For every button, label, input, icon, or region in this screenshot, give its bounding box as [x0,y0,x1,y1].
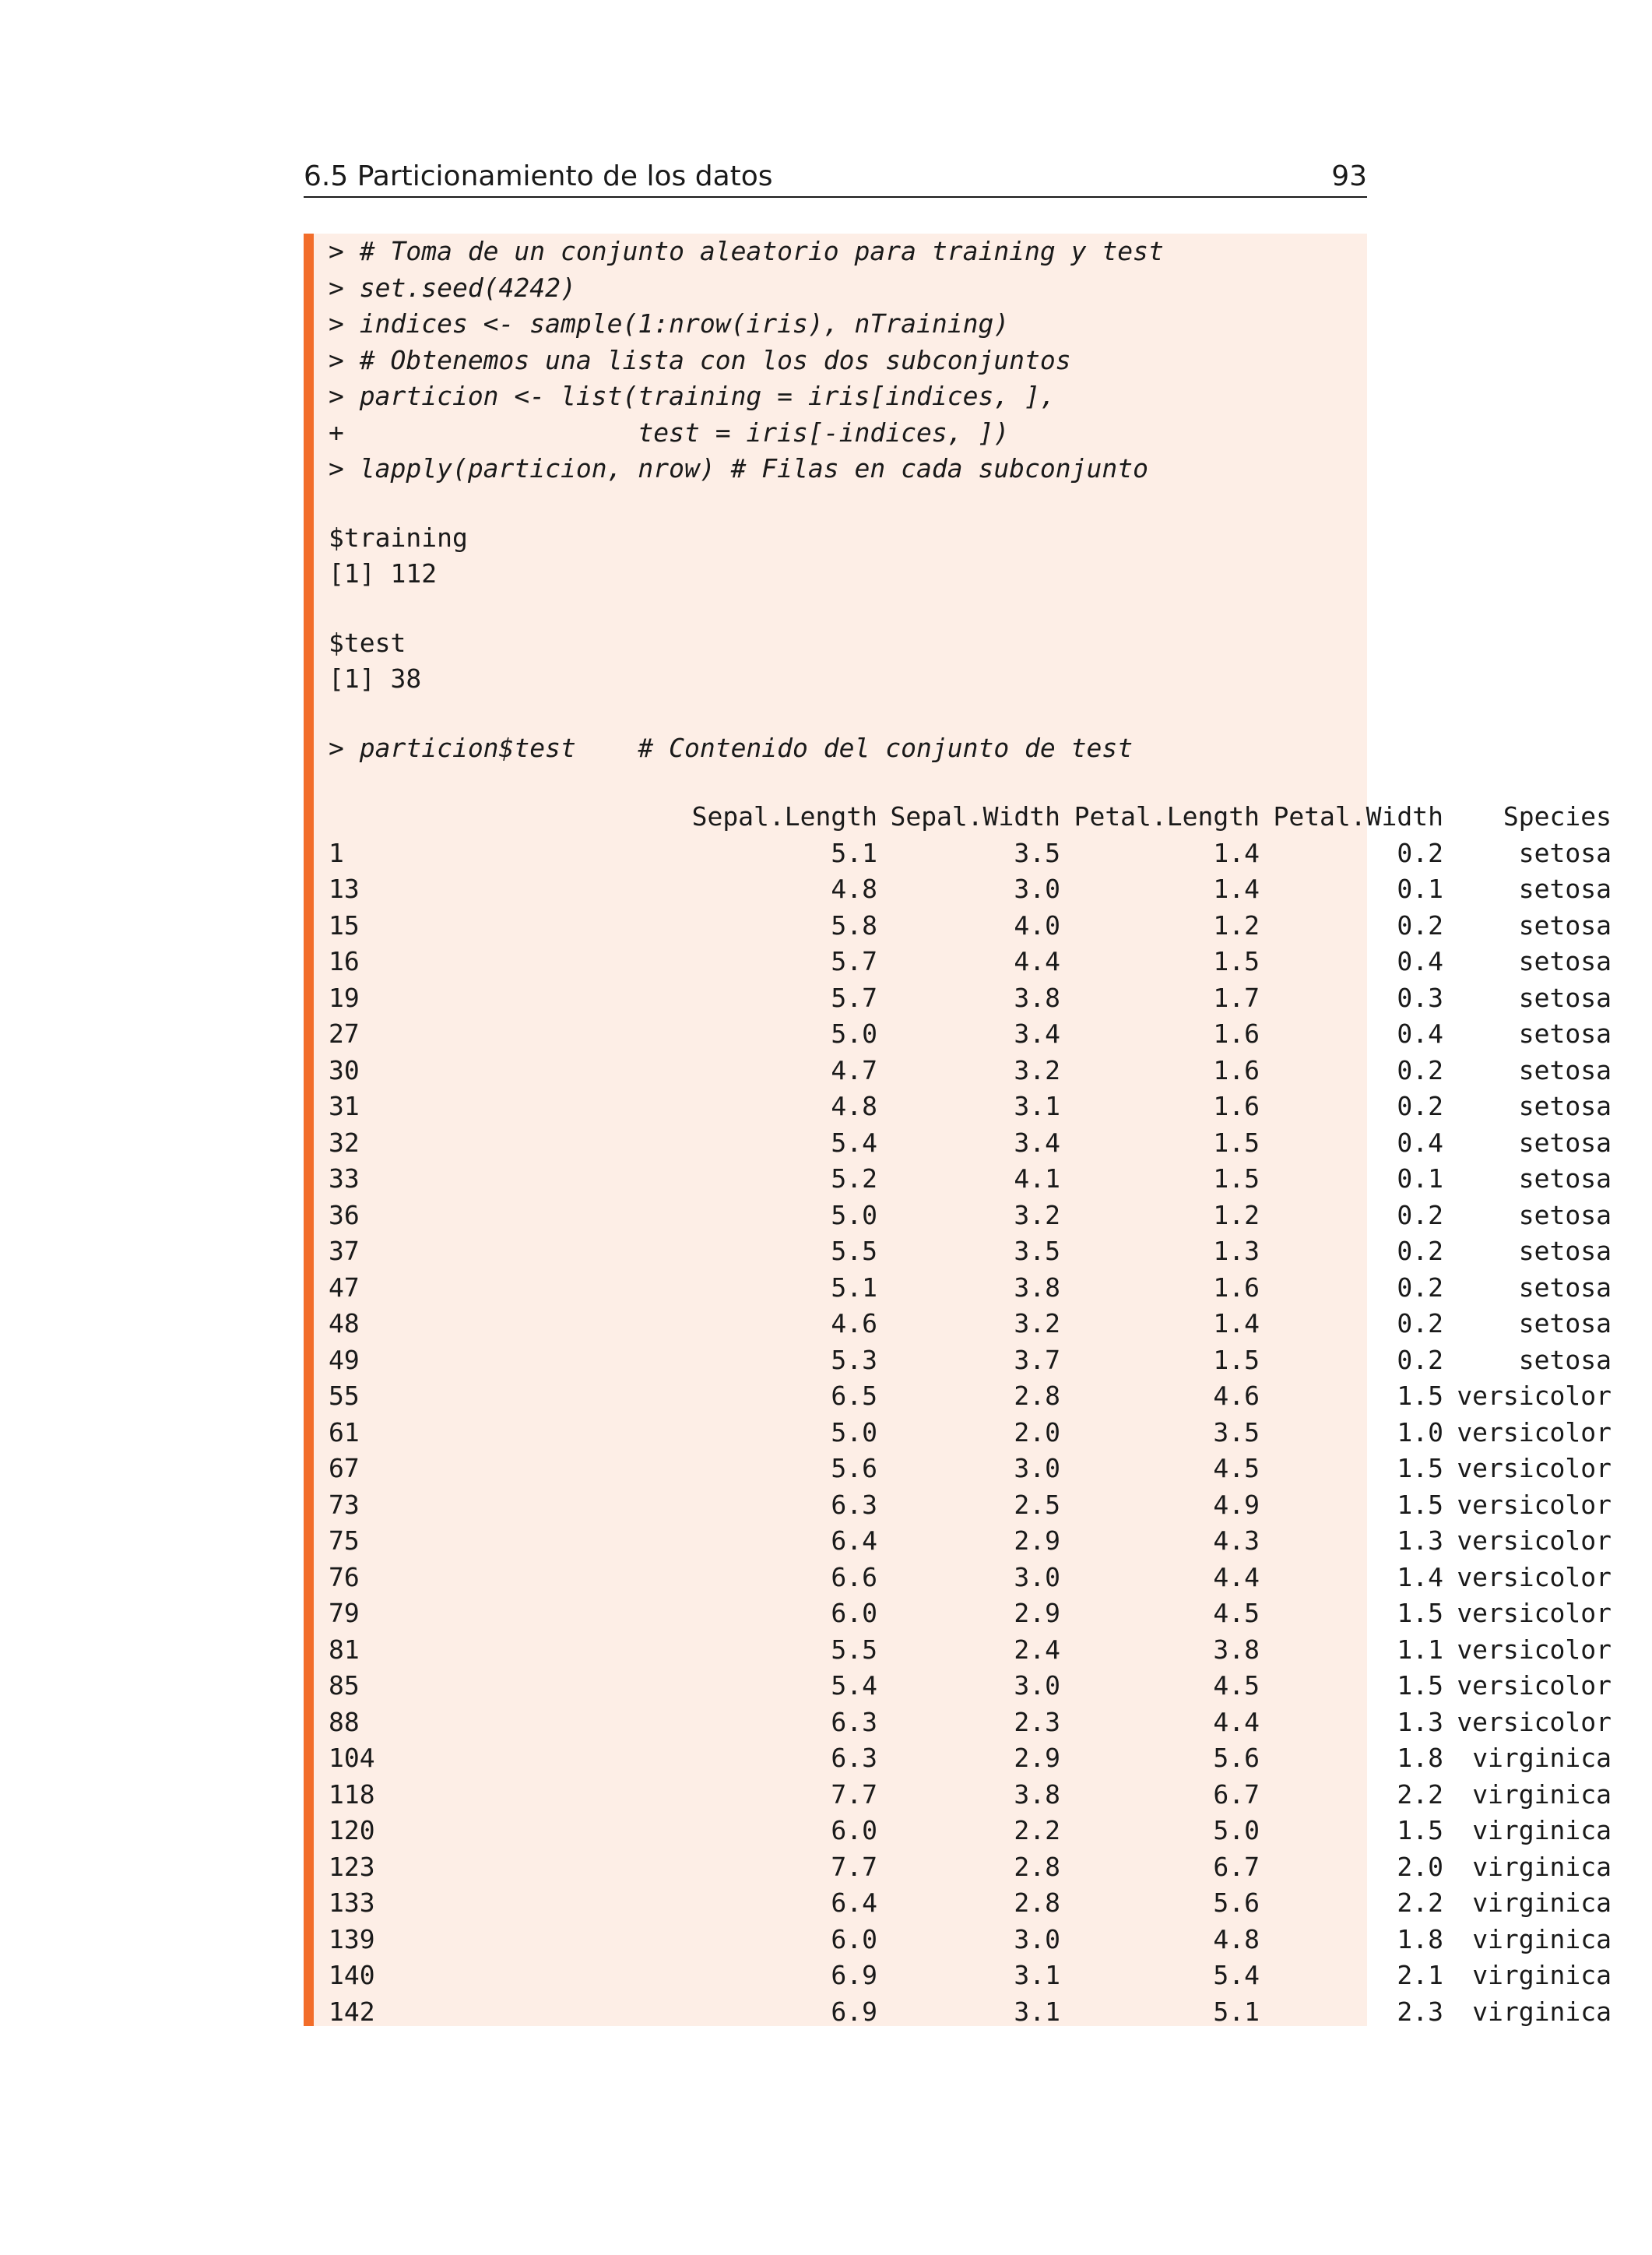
cell-species: setosa [1518,909,1612,941]
page-number: 93 [1331,160,1367,192]
cell-species: setosa [1518,1199,1612,1230]
table-row [329,1415,1652,1451]
cell-species: versicolor [1457,1525,1612,1556]
cell-sepal-length: 5.3 [831,1344,877,1375]
cell-sepal-width: 2.3 [1014,1706,1060,1737]
table-row [329,1560,1652,1596]
column-header-petal-width: Petal.Width [1273,801,1443,832]
cell-sepal-length: 6.6 [831,1561,877,1592]
cell-sepal-length: 6.9 [831,1996,877,2027]
cell-petal-length: 1.6 [1213,1272,1260,1303]
code-text: # Toma de un conjunto aleatorio para training y test [343,236,1164,266]
cell-petal-width: 1.5 [1397,1381,1443,1411]
blank-line [329,487,1652,520]
cell-sepal-width: 3.8 [1014,1272,1060,1303]
cell-row-index: 47 [329,1272,360,1303]
cell-sepal-length: 6.0 [831,1923,877,1954]
cell-sepal-length: 5.5 [831,1236,877,1266]
cell-petal-width: 0.2 [1397,1272,1443,1303]
code-text: lapply(particion, nrow) # Filas en cada subconjunto [343,453,1148,484]
cell-petal-width: 0.1 [1397,1163,1443,1194]
accent-bar [304,234,314,2026]
prompt: > [329,732,344,763]
cell-row-index: 49 [329,1344,360,1375]
cell-petal-length: 4.5 [1213,1598,1260,1628]
cell-sepal-length: 7.7 [831,1851,877,1882]
cell-sepal-width: 3.0 [1014,1561,1060,1592]
code-line [329,415,1652,452]
cell-row-index: 15 [329,909,360,941]
cell-sepal-length: 4.6 [831,1308,877,1339]
table-row [329,1306,1652,1342]
cell-petal-length: 1.5 [1213,1344,1260,1375]
cell-species: versicolor [1457,1489,1612,1520]
code-text: particion$test # Contenido del conjunto de test [343,732,1134,763]
table-row [329,1270,1652,1307]
cell-petal-length: 5.6 [1213,1887,1260,1918]
cell-species: setosa [1518,982,1612,1013]
cell-petal-width: 0.2 [1397,1091,1443,1121]
cell-species: versicolor [1457,1416,1612,1448]
cell-species: setosa [1518,1308,1612,1339]
cell-petal-length: 4.3 [1213,1525,1260,1556]
column-header-sepal-length: Sepal.Length [691,801,877,832]
cell-sepal-length: 5.2 [831,1163,877,1194]
blank-line [329,698,1652,730]
cell-species: setosa [1518,1091,1612,1121]
code-line [329,730,1652,767]
cell-species: setosa [1518,1127,1612,1158]
cell-petal-length: 1.4 [1213,874,1260,904]
cell-petal-width: 0.4 [1397,946,1443,976]
cell-petal-length: 1.3 [1213,1236,1260,1266]
cell-row-index: 123 [329,1851,375,1882]
column-header-sepal-width: Sepal.Width [890,801,1060,832]
cell-row-index: 139 [329,1923,375,1954]
output-line: [1] 112 [329,558,438,589]
cell-petal-length: 6.7 [1213,1851,1260,1882]
cell-sepal-width: 2.8 [1014,1887,1060,1918]
prompt: > [329,236,344,266]
cell-petal-width: 1.3 [1397,1525,1443,1556]
cell-species: setosa [1518,1018,1612,1049]
cell-sepal-width: 3.0 [1014,874,1060,904]
cell-species: setosa [1518,1236,1612,1266]
cell-sepal-length: 4.7 [831,1054,877,1085]
cell-petal-width: 2.2 [1397,1887,1443,1918]
cell-petal-width: 1.5 [1397,1815,1443,1845]
cell-sepal-width: 3.0 [1014,1670,1060,1701]
cell-species: setosa [1518,1163,1612,1194]
cell-sepal-length: 5.8 [831,909,877,941]
cell-petal-width: 1.5 [1397,1670,1443,1701]
code-listing [304,234,1612,2027]
table-row [329,1233,1652,1270]
table-row [329,1451,1652,1487]
cell-petal-length: 4.4 [1213,1561,1260,1592]
cell-sepal-width: 3.4 [1014,1018,1060,1049]
table-header [329,799,1652,836]
cell-row-index: 48 [329,1308,360,1339]
cell-petal-length: 4.5 [1213,1453,1260,1483]
cell-sepal-width: 2.9 [1014,1598,1060,1628]
cell-species: versicolor [1457,1670,1612,1701]
cell-row-index: 19 [329,982,360,1013]
cell-sepal-length: 5.0 [831,1018,877,1049]
cell-species: setosa [1518,1054,1612,1085]
cell-species: virginica [1472,1887,1612,1918]
cell-species: versicolor [1457,1706,1612,1737]
prompt: + [329,417,344,448]
table-row [329,908,1652,945]
cell-petal-width: 0.3 [1397,982,1443,1013]
cell-sepal-length: 5.1 [831,837,877,868]
table-row [329,980,1652,1017]
table-row [329,1885,1652,1922]
cell-petal-width: 1.4 [1397,1561,1443,1592]
cell-row-index: 88 [329,1706,360,1737]
cell-species: versicolor [1457,1634,1612,1665]
cell-species: setosa [1518,837,1612,868]
cell-petal-width: 2.1 [1397,1960,1443,1990]
cell-petal-length: 1.2 [1213,909,1260,941]
cell-row-index: 32 [329,1127,360,1158]
prompt: > [329,344,344,375]
cell-row-index: 33 [329,1163,360,1194]
cell-sepal-length: 6.3 [831,1743,877,1773]
cell-sepal-width: 2.2 [1014,1815,1060,1845]
cell-sepal-length: 5.5 [831,1634,877,1665]
cell-species: setosa [1518,946,1612,976]
cell-sepal-length: 5.0 [831,1199,877,1230]
cell-petal-length: 1.4 [1213,1308,1260,1339]
cell-petal-length: 1.6 [1213,1091,1260,1121]
cell-petal-length: 5.0 [1213,1815,1260,1845]
cell-petal-width: 0.2 [1397,1344,1443,1375]
cell-petal-length: 6.7 [1213,1778,1260,1810]
cell-sepal-width: 3.1 [1014,1960,1060,1990]
cell-sepal-length: 6.4 [831,1887,877,1918]
cell-petal-width: 0.2 [1397,1236,1443,1266]
cell-row-index: 13 [329,874,360,904]
output-line: $test [329,627,406,658]
prompt: > [329,308,344,339]
cell-sepal-length: 6.9 [831,1960,877,1990]
cell-petal-width: 1.3 [1397,1706,1443,1737]
cell-petal-width: 2.0 [1397,1851,1443,1882]
cell-species: setosa [1518,874,1612,904]
table-row [329,1487,1652,1524]
table-row [329,1523,1652,1560]
cell-sepal-width: 3.2 [1014,1054,1060,1085]
cell-petal-width: 0.2 [1397,837,1443,868]
cell-sepal-length: 4.8 [831,874,877,904]
cell-petal-width: 0.2 [1397,1054,1443,1085]
cell-row-index: 120 [329,1815,375,1845]
column-header-species: Species [1503,801,1612,832]
cell-petal-width: 1.5 [1397,1489,1443,1520]
cell-petal-width: 0.2 [1397,1308,1443,1339]
cell-sepal-length: 6.3 [831,1706,877,1737]
cell-row-index: 142 [329,1996,375,2027]
code-text: # Obtenemos una lista con los dos subconjuntos [343,344,1071,375]
cell-row-index: 81 [329,1634,360,1665]
output-line: [1] 38 [329,663,422,694]
table-row [329,1704,1652,1741]
blank-line [329,593,1652,625]
cell-petal-length: 5.1 [1213,1996,1260,2027]
cell-row-index: 133 [329,1887,375,1918]
cell-sepal-width: 3.4 [1014,1127,1060,1158]
table-row [329,1125,1652,1162]
cell-sepal-length: 5.6 [831,1453,877,1483]
cell-species: versicolor [1457,1598,1612,1628]
code-text: indices <- sample(1:nrow(iris), nTraining) [343,308,1010,339]
code-line [329,306,1652,343]
cell-species: setosa [1518,1344,1612,1375]
cell-row-index: 27 [329,1018,360,1049]
cell-petal-width: 1.8 [1397,1923,1443,1954]
running-header [304,156,1367,198]
cell-row-index: 104 [329,1743,375,1773]
table-row [329,836,1652,872]
table-row [329,1922,1652,1958]
cell-species: versicolor [1457,1453,1612,1483]
code-line [329,234,1652,270]
cell-sepal-length: 6.0 [831,1815,877,1845]
cell-sepal-length: 6.3 [831,1489,877,1520]
table-row [329,1813,1652,1849]
cell-row-index: 30 [329,1054,360,1085]
cell-sepal-width: 3.8 [1014,1778,1060,1810]
cell-petal-length: 1.5 [1213,1127,1260,1158]
cell-sepal-width: 3.0 [1014,1923,1060,1954]
cell-sepal-length: 6.4 [831,1525,877,1556]
output-line: $training [329,522,468,553]
cell-petal-width: 0.2 [1397,909,1443,941]
code-line [329,270,1652,307]
cell-petal-width: 0.2 [1397,1199,1443,1230]
cell-row-index: 79 [329,1598,360,1628]
cell-sepal-length: 6.5 [831,1381,877,1411]
cell-petal-length: 4.8 [1213,1923,1260,1954]
table-body [329,836,1652,2031]
cell-species: versicolor [1457,1561,1612,1592]
table-row [329,871,1652,908]
table-row [329,1198,1652,1234]
table-row [329,1378,1652,1415]
cell-species: virginica [1472,1960,1612,1990]
table-row [329,1740,1652,1777]
cell-row-index: 118 [329,1778,375,1810]
cell-sepal-length: 5.1 [831,1272,877,1303]
cell-petal-length: 4.5 [1213,1670,1260,1701]
cell-sepal-width: 3.1 [1014,1091,1060,1121]
cell-petal-length: 3.8 [1213,1634,1260,1665]
cell-sepal-width: 4.0 [1014,909,1060,941]
cell-petal-length: 5.6 [1213,1743,1260,1773]
cell-petal-width: 1.5 [1397,1453,1443,1483]
cell-species: virginica [1472,1851,1612,1882]
cell-sepal-length: 5.7 [831,946,877,976]
cell-species: virginica [1472,1743,1612,1773]
cell-row-index: 85 [329,1670,360,1701]
cell-sepal-width: 3.5 [1014,837,1060,868]
table-row [329,1089,1652,1125]
cell-petal-length: 1.4 [1213,837,1260,868]
cell-sepal-length: 6.0 [831,1598,877,1628]
cell-petal-length: 1.6 [1213,1054,1260,1085]
table-row [329,1016,1652,1053]
cell-sepal-length: 5.0 [831,1416,877,1448]
cell-petal-length: 4.6 [1213,1381,1260,1411]
prompt: > [329,381,344,411]
code-line [329,451,1652,487]
cell-petal-length: 1.5 [1213,946,1260,976]
cell-row-index: 75 [329,1525,360,1556]
cell-petal-length: 1.5 [1213,1163,1260,1194]
cell-petal-length: 4.4 [1213,1706,1260,1737]
cell-sepal-width: 2.4 [1014,1634,1060,1665]
cell-sepal-width: 3.2 [1014,1199,1060,1230]
cell-petal-width: 1.1 [1397,1634,1443,1665]
prompt: > [329,272,344,303]
cell-petal-length: 1.7 [1213,982,1260,1013]
cell-species: setosa [1518,1272,1612,1303]
cell-petal-length: 5.4 [1213,1960,1260,1990]
cell-sepal-width: 2.8 [1014,1381,1060,1411]
table-row [329,1632,1652,1669]
cell-sepal-width: 2.5 [1014,1489,1060,1520]
code-text: particion <- list(training = iris[indices, ], [343,381,1056,411]
table-row [329,1595,1652,1632]
cell-petal-length: 1.6 [1213,1018,1260,1049]
cell-petal-width: 2.2 [1397,1778,1443,1810]
cell-petal-length: 1.2 [1213,1199,1260,1230]
table-row [329,1668,1652,1704]
cell-petal-width: 1.0 [1397,1416,1443,1448]
column-header-petal-length: Petal.Length [1074,801,1260,832]
cell-petal-width: 1.8 [1397,1743,1443,1773]
cell-petal-width: 2.3 [1397,1996,1443,2027]
cell-sepal-width: 2.8 [1014,1851,1060,1882]
cell-row-index: 1 [329,837,344,868]
table-row [329,944,1652,980]
cell-row-index: 37 [329,1236,360,1266]
cell-sepal-length: 5.4 [831,1670,877,1701]
blank-line [329,766,1652,799]
cell-row-index: 61 [329,1416,360,1448]
cell-sepal-length: 5.4 [831,1127,877,1158]
cell-species: versicolor [1457,1381,1612,1411]
cell-petal-width: 0.1 [1397,874,1443,904]
cell-row-index: 36 [329,1199,360,1230]
cell-species: virginica [1472,1923,1612,1954]
cell-row-index: 67 [329,1453,360,1483]
cell-sepal-width: 3.8 [1014,982,1060,1013]
cell-sepal-width: 4.4 [1014,946,1060,976]
cell-petal-width: 1.5 [1397,1598,1443,1628]
table-row [329,1777,1652,1813]
cell-sepal-width: 2.9 [1014,1743,1060,1773]
cell-sepal-width: 3.0 [1014,1453,1060,1483]
table-row [329,1342,1652,1379]
table-row [329,1849,1652,1886]
code-line [329,343,1652,379]
code-text: test = iris[-indices, ]) [343,417,1010,448]
table-row [329,1161,1652,1198]
code-text: set.seed(4242) [343,272,576,303]
cell-sepal-width: 2.0 [1014,1416,1060,1448]
cell-petal-width: 0.4 [1397,1018,1443,1049]
cell-sepal-length: 4.8 [831,1091,877,1121]
cell-row-index: 31 [329,1091,360,1121]
code-line [329,378,1652,415]
cell-row-index: 55 [329,1381,360,1411]
cell-row-index: 16 [329,946,360,976]
cell-sepal-width: 3.5 [1014,1236,1060,1266]
cell-sepal-width: 2.9 [1014,1525,1060,1556]
cell-sepal-width: 3.2 [1014,1308,1060,1339]
cell-species: virginica [1472,1815,1612,1845]
cell-sepal-width: 3.1 [1014,1996,1060,2027]
table-row [329,1053,1652,1089]
cell-species: virginica [1472,1778,1612,1810]
section-title: 6.5 Particionamiento de los datos [304,160,773,192]
cell-sepal-length: 5.7 [831,982,877,1013]
cell-row-index: 73 [329,1489,360,1520]
cell-sepal-width: 4.1 [1014,1163,1060,1194]
cell-row-index: 140 [329,1960,375,1990]
cell-petal-length: 3.5 [1213,1416,1260,1448]
code-lines [329,234,1652,2030]
cell-petal-width: 0.4 [1397,1127,1443,1158]
cell-petal-length: 4.9 [1213,1489,1260,1520]
cell-sepal-length: 7.7 [831,1778,877,1810]
table-row [329,1994,1652,2031]
prompt: > [329,453,344,484]
cell-sepal-width: 3.7 [1014,1344,1060,1375]
cell-row-index: 76 [329,1561,360,1592]
cell-species: virginica [1472,1996,1612,2027]
table-row [329,1958,1652,1994]
